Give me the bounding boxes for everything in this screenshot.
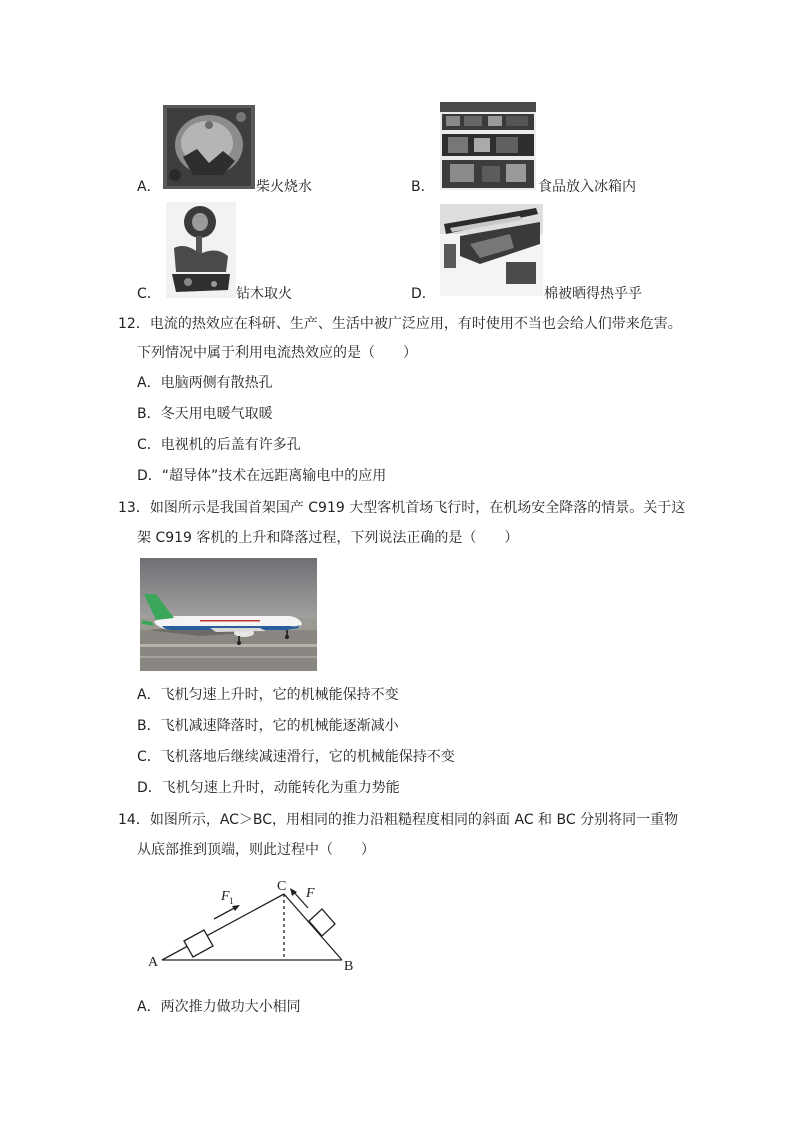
label-c: C [277,879,287,894]
photo-food-in-refrigerator [440,102,536,190]
question-12-option-b: B．冬天用电暖气取暖 [137,406,273,422]
question-12-option-a: A．电脑两侧有散热孔 [137,375,273,391]
label-f1: F [221,889,230,904]
option-text: 棉被晒得热乎乎 [544,286,642,302]
question-13-option-d: D．飞机匀速上升时，动能转化为重力势能 [137,780,400,796]
label-a: A [148,955,159,970]
question-13-option-b: B．飞机减速降落时，它的机械能逐渐减小 [137,718,399,734]
photo-drilling-wood-for-fire [166,202,236,298]
label-f: F [306,886,315,901]
option-letter: A． [137,179,161,195]
question-13-option-a: A．飞机匀速上升时，它的机械能保持不变 [137,687,399,703]
option-text: 柴火烧水 [256,179,312,195]
question-13-stem-line2: 架 C919 客机的上升和降落过程，下列说法正确的是（ ） [137,530,519,546]
option-letter: D． [411,286,436,302]
question-14-stem-line2: 从底部推到顶端，则此过程中（ ） [137,842,375,858]
incline-diagram [140,870,380,980]
option-letter: B． [411,179,435,195]
photo-c919-airliner-landing [140,558,317,671]
question-12-option-c: C．电视机的后盖有许多孔 [137,437,301,453]
question-12-option-d: D．“超导体”技术在远距离输电中的应用 [137,468,387,484]
question-13-option-c: C．飞机落地后继续减速滑行，它的机械能保持不变 [137,749,455,765]
photo-quilt-in-sun [440,204,543,296]
question-12-stem-line1: 12．电流的热效应在科研、生产、生活中被广泛应用，有时使用不当也会给人们带来危害。 [118,316,682,332]
option-text: 钻木取火 [236,286,292,302]
question-14-option-a: A．两次推力做功大小相同 [137,999,301,1015]
label-f1-subscript: 1 [229,896,234,906]
option-text: 食品放入冰箱内 [538,179,636,195]
block-on-bc [309,909,335,936]
photo-firewood-boiling-water [163,105,255,189]
question-14-stem-line1: 14．如图所示，AC＞BC，用相同的推力沿粗糙程度相同的斜面 AC 和 BC 分别将同一重物 [118,812,679,828]
question-12-stem-line2: 下列情况中属于利用电流热效应的是（ ） [137,345,417,361]
question-13-stem-line1: 13．如图所示是我国首架国产 C919 大型客机首场飞行时，在机场安全降落的情景。关于这 [118,500,686,516]
label-b: B [344,959,354,974]
incline-bc [284,894,342,960]
option-letter: C． [137,286,161,302]
